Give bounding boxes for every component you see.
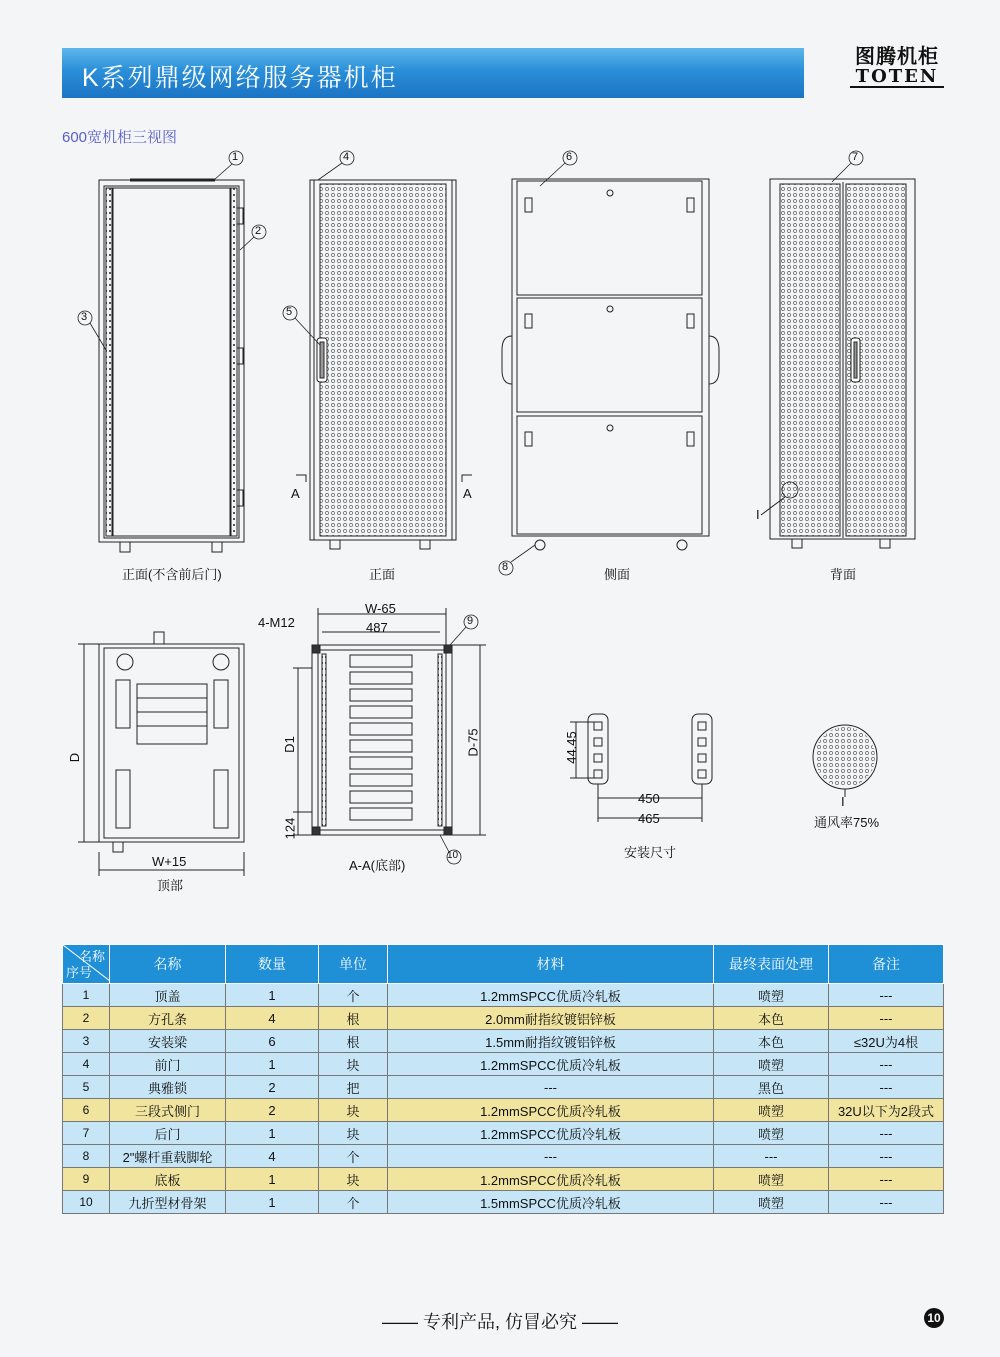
section-marker-left: A — [291, 486, 300, 501]
callout-8: 8 — [502, 561, 509, 573]
cell-finish: --- — [714, 1145, 829, 1168]
table-row — [63, 1007, 944, 1030]
back-view — [761, 179, 915, 548]
dim-4m12: 4-M12 — [258, 615, 295, 630]
cell-unit: 把 — [319, 1076, 388, 1099]
cell-no: 4 — [63, 1053, 110, 1076]
caption-front-no-door: 正面(不含前后门) — [122, 567, 222, 582]
cell-unit: 根 — [319, 1007, 388, 1030]
table-row — [63, 1030, 944, 1053]
page-title: K系列鼎级网络服务器机柜 — [82, 64, 398, 92]
callout-1: 1 — [232, 151, 239, 163]
cell-note: --- — [829, 1122, 944, 1145]
side-view — [502, 179, 719, 550]
logo-cn-text: 图腾机柜 — [855, 46, 939, 68]
cell-name: 方孔条 — [110, 1007, 226, 1030]
header-unit: 单位 — [319, 945, 388, 984]
header-diag-bottom: 序号 — [66, 965, 93, 980]
cell-name: 后门 — [110, 1122, 226, 1145]
cell-no: 9 — [63, 1168, 110, 1191]
cell-qty: 4 — [226, 1007, 319, 1030]
table-row — [63, 1099, 944, 1122]
cell-finish: 喷塑 — [714, 1099, 829, 1122]
page-number: 10 — [924, 1308, 944, 1328]
cell-note: 32U以下为2段式 — [829, 1099, 944, 1122]
cell-material: 1.5mmSPCC优质冷轧板 — [388, 1191, 714, 1214]
cell-note: --- — [829, 1191, 944, 1214]
ventilation-detail — [813, 725, 877, 797]
header-qty: 数量 — [226, 945, 319, 984]
table-row — [63, 1168, 944, 1191]
cell-finish: 喷塑 — [714, 984, 829, 1007]
cell-name: 安装梁 — [110, 1030, 226, 1053]
cell-no: 10 — [63, 1191, 110, 1214]
cell-unit: 块 — [319, 1053, 388, 1076]
cell-finish: 喷塑 — [714, 1191, 829, 1214]
cell-note: --- — [829, 1145, 944, 1168]
cell-name: 三段式侧门 — [110, 1099, 226, 1122]
cell-qty: 6 — [226, 1030, 319, 1053]
dim-w15: W+15 — [152, 854, 187, 869]
caption-back: 背面 — [830, 567, 857, 582]
ventilation-rate: 通风率75% — [814, 815, 880, 830]
caption-install: 安装尺寸 — [624, 845, 677, 860]
cell-finish: 黑色 — [714, 1076, 829, 1099]
cell-no: 6 — [63, 1099, 110, 1122]
dim-4445: 44.45 — [563, 731, 579, 764]
cell-material: 1.2mmSPCC优质冷轧板 — [388, 984, 714, 1007]
cell-note: --- — [829, 984, 944, 1007]
cell-note: --- — [829, 1168, 944, 1191]
cell-finish: 喷塑 — [714, 1053, 829, 1076]
callout-3: 3 — [81, 311, 88, 323]
dim-d: D — [67, 752, 83, 763]
callout-6: 6 — [566, 151, 573, 163]
cell-no: 2 — [63, 1007, 110, 1030]
cell-note: ≤32U为4根 — [829, 1030, 944, 1053]
callout-7: 7 — [852, 151, 859, 163]
cell-unit: 个 — [319, 1145, 388, 1168]
header-diagonal-cell — [63, 945, 110, 984]
callout-5: 5 — [286, 306, 293, 318]
callout-9: 9 — [467, 615, 474, 627]
cell-unit: 个 — [319, 984, 388, 1007]
table-header-row — [63, 945, 944, 984]
cell-unit: 块 — [319, 1122, 388, 1145]
front-view — [296, 180, 472, 549]
dim-487: 487 — [366, 620, 388, 635]
cell-material: --- — [388, 1145, 714, 1168]
cell-finish: 喷塑 — [714, 1122, 829, 1145]
cell-name: 2"螺杆重载脚轮 — [110, 1145, 226, 1168]
cell-qty: 1 — [226, 984, 319, 1007]
caption-side: 侧面 — [604, 567, 631, 582]
table-row — [63, 984, 944, 1007]
cell-qty: 1 — [226, 1191, 319, 1214]
header-finish: 最终表面处理 — [714, 945, 829, 984]
table-row — [63, 1191, 944, 1214]
dim-w65: W-65 — [365, 601, 396, 616]
dim-124: 124 — [282, 817, 298, 840]
header-diag-top: 名称 — [78, 949, 105, 964]
callout-4: 4 — [343, 151, 350, 163]
cell-unit: 个 — [319, 1191, 388, 1214]
cell-note: --- — [829, 1053, 944, 1076]
caption-bottom: A-A(底部) — [349, 858, 406, 873]
cell-material: 1.2mmSPCC优质冷轧板 — [388, 1122, 714, 1145]
caption-front: 正面 — [369, 567, 396, 582]
dim-450: 450 — [638, 791, 660, 806]
bottom-view — [293, 608, 486, 835]
cell-qty: 2 — [226, 1099, 319, 1122]
cell-name: 前门 — [110, 1053, 226, 1076]
logo-en-text: TOTEN — [850, 68, 944, 88]
cell-name: 底板 — [110, 1168, 226, 1191]
cell-qty: 2 — [226, 1076, 319, 1099]
cell-no: 5 — [63, 1076, 110, 1099]
cell-qty: 1 — [226, 1122, 319, 1145]
top-view — [78, 632, 244, 876]
cell-no: 3 — [63, 1030, 110, 1053]
cell-finish: 本色 — [714, 1030, 829, 1053]
section-title: 600宽机柜三视图 — [62, 129, 178, 146]
cell-name: 典雅锁 — [110, 1076, 226, 1099]
cell-finish: 本色 — [714, 1007, 829, 1030]
dim-d1: D1 — [281, 736, 297, 753]
cell-qty: 1 — [226, 1168, 319, 1191]
parts-table — [62, 944, 944, 1214]
detail-marker-i: I — [841, 794, 845, 809]
callout-10: 10 — [447, 850, 459, 861]
cell-qty: 4 — [226, 1145, 319, 1168]
callout-2: 2 — [255, 225, 262, 237]
caption-top: 顶部 — [157, 878, 184, 893]
dim-465: 465 — [638, 811, 660, 826]
cell-material: --- — [388, 1076, 714, 1099]
cell-unit: 块 — [319, 1099, 388, 1122]
header-name: 名称 — [110, 945, 226, 984]
cell-material: 1.5mm耐指纹镀铝锌板 — [388, 1030, 714, 1053]
cell-no: 1 — [63, 984, 110, 1007]
cell-note: --- — [829, 1076, 944, 1099]
cell-material: 2.0mm耐指纹镀铝锌板 — [388, 1007, 714, 1030]
cell-finish: 喷塑 — [714, 1168, 829, 1191]
cell-material: 1.2mmSPCC优质冷轧板 — [388, 1099, 714, 1122]
cell-name: 顶盖 — [110, 984, 226, 1007]
front-frame-view — [99, 180, 244, 552]
footer-notice: —— 专利产品, 仿冒必究 —— — [381, 1312, 618, 1332]
table-row — [63, 1122, 944, 1145]
cell-note: --- — [829, 1007, 944, 1030]
cell-no: 8 — [63, 1145, 110, 1168]
table-row — [63, 1145, 944, 1168]
cell-unit: 块 — [319, 1168, 388, 1191]
cell-unit: 根 — [319, 1030, 388, 1053]
detail-marker-back: I — [756, 507, 760, 522]
cell-name: 九折型材骨架 — [110, 1191, 226, 1214]
cell-no: 7 — [63, 1122, 110, 1145]
cell-material: 1.2mmSPCC优质冷轧板 — [388, 1053, 714, 1076]
cell-qty: 1 — [226, 1053, 319, 1076]
header-material: 材料 — [388, 945, 714, 984]
table-row — [63, 1053, 944, 1076]
header-note: 备注 — [829, 945, 944, 984]
table-row — [63, 1076, 944, 1099]
dim-d75: D-75 — [465, 728, 481, 757]
section-marker-right: A — [463, 486, 472, 501]
cell-material: 1.2mmSPCC优质冷轧板 — [388, 1168, 714, 1191]
